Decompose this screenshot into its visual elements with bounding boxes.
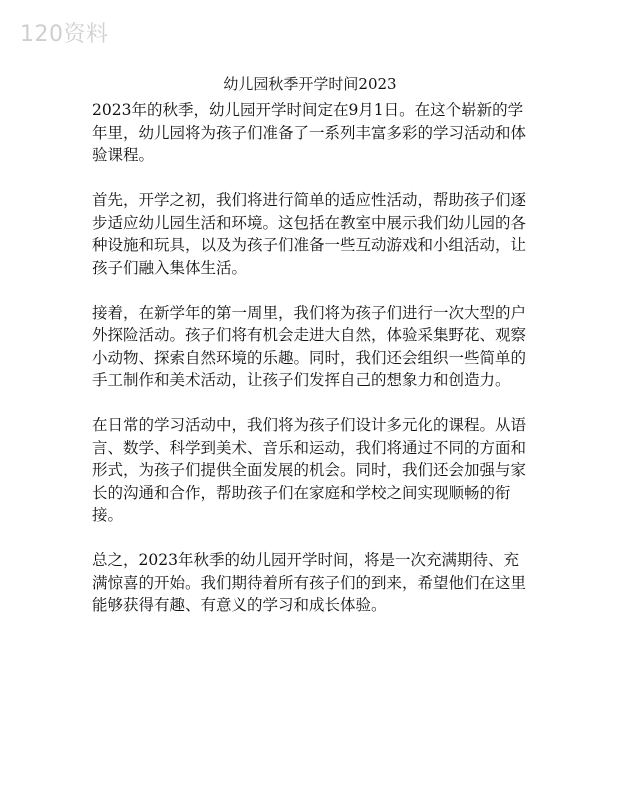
- document-page: [92, 73, 528, 639]
- paragraph-intro: 2023年的秋季，幼儿园开学时间定在9月1日。在这个崭新的学年里，幼儿园将为孩子们准备了一系列丰富多彩的学习活动和体验课程。: [92, 101, 527, 164]
- document-title: 幼儿园秋季开学时间2023: [223, 75, 397, 93]
- paragraph-adaptation: 首先，开学之初，我们将进行简单的适应性活动，帮助孩子们逐步适应幼儿园生活和环境。这包括在教室中展示我们幼儿园的各种设施和玩具，以及为孩子们准备一些互动游戏和小组活动，让孩子们融入集体生活。: [92, 191, 527, 277]
- paragraph-conclusion: 总之，2023年秋季的幼儿园开学时间，将是一次充满期待、充满惊喜的开始。我们期待着所有孩子们的到来，希望他们在这里能够获得有趣、有意义的学习和成长体验。: [92, 551, 527, 614]
- paragraph-outdoor: 接着，在新学年的第一周里，我们将为孩子们进行一次大型的户外探险活动。孩子们将有机会走进大自然，体验采集野花、观察小动物、探索自然环境的乐趣。同时，我们还会组织一些简单的手工制作和美术活动，让孩子们发挥自己的想象力和创造力。: [92, 303, 527, 389]
- paragraph-curriculum: 在日常的学习活动中，我们将为孩子们设计多元化的课程。从语言、数学、科学到美术、音乐和运动，我们将通过不同的方面和形式，为孩子们提供全面发展的机会。同时，我们还会加强与家长的沟通和合作，帮助孩子们在家庭和学校之间实现顺畅的衔接。: [92, 416, 527, 524]
- watermark-logo: 120资料: [20, 22, 109, 47]
